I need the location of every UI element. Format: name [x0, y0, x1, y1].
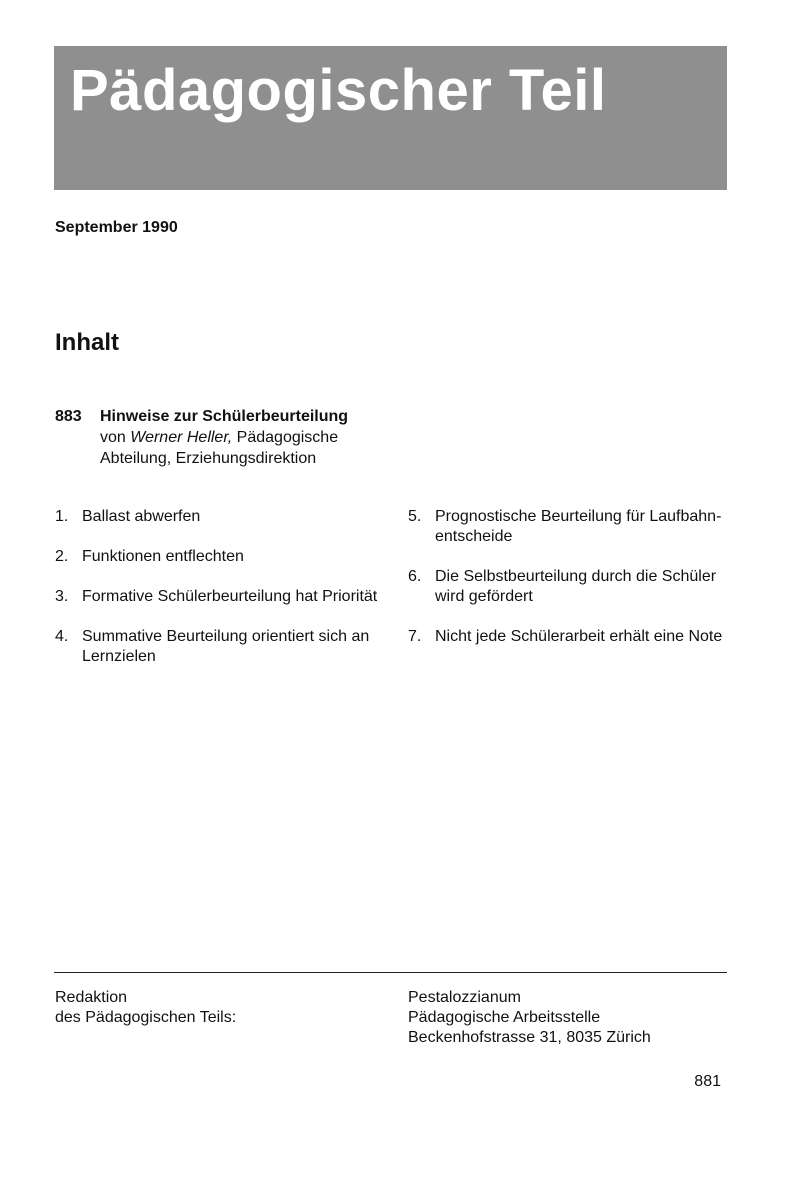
- author-affiliation-1: Pädagogische: [236, 429, 339, 446]
- list-item: [55, 547, 385, 567]
- item-number: 5.: [408, 508, 422, 525]
- footer-right-line: Beckenhofstrasse 31, 8035 Zürich: [408, 1029, 651, 1046]
- author-prefix: von: [100, 429, 126, 446]
- author-affiliation-2: Abteilung, Erziehungsdirektion: [100, 450, 317, 467]
- entry-body: [100, 406, 420, 469]
- item-text: Funktionen entflechten: [82, 548, 244, 565]
- contents-heading: Inhalt: [55, 329, 119, 356]
- item-text: Prognostische Beurteilung für Laufbahn-entscheide: [435, 508, 722, 545]
- issue-date: September 1990: [55, 219, 178, 236]
- footer-right-line: Pestalozzianum: [408, 989, 521, 1006]
- footer-divider: [54, 972, 727, 973]
- entry-title: Hinweise zur Schülerbeurteilung: [100, 408, 349, 425]
- list-item: [55, 587, 385, 607]
- item-number: 4.: [55, 628, 69, 645]
- item-number: 1.: [55, 508, 69, 525]
- page-number: 881: [694, 1073, 721, 1090]
- item-number: 2.: [55, 548, 69, 565]
- footer-left-line: Redaktion: [55, 989, 128, 1006]
- author-name: Werner Heller,: [130, 429, 233, 446]
- section-title: Pädagogischer Teil: [70, 58, 607, 123]
- footer-right-line: Pädagogische Arbeitsstelle: [408, 1009, 601, 1026]
- item-text: Summative Beurteilung orientiert sich an Lernzielen: [82, 628, 370, 665]
- list-item: [408, 627, 738, 647]
- toc-left-column: [55, 507, 385, 687]
- entry-page-number: 883: [55, 408, 82, 425]
- item-text: Ballast abwerfen: [82, 508, 201, 525]
- entry-author-line: [100, 429, 338, 446]
- list-item: [408, 507, 738, 547]
- list-item: [408, 567, 738, 607]
- item-text: Nicht jede Schülerarbeit erhält eine Note: [435, 628, 723, 645]
- item-number: 3.: [55, 588, 69, 605]
- footer-editor-label: [55, 988, 236, 1028]
- list-item: [55, 507, 385, 527]
- toc-right-column: [408, 507, 738, 667]
- list-item: [55, 627, 385, 667]
- item-number: 6.: [408, 568, 422, 585]
- item-text: Die Selbstbeurteilung durch die Schüler wird gefördert: [435, 568, 717, 605]
- item-number: 7.: [408, 628, 422, 645]
- title-banner: [54, 46, 727, 190]
- item-text: Formative Schülerbeurteilung hat Priorität: [82, 588, 378, 605]
- footer-left-line: des Pädagogischen Teils:: [55, 1009, 237, 1026]
- footer-editor-address: [408, 988, 651, 1048]
